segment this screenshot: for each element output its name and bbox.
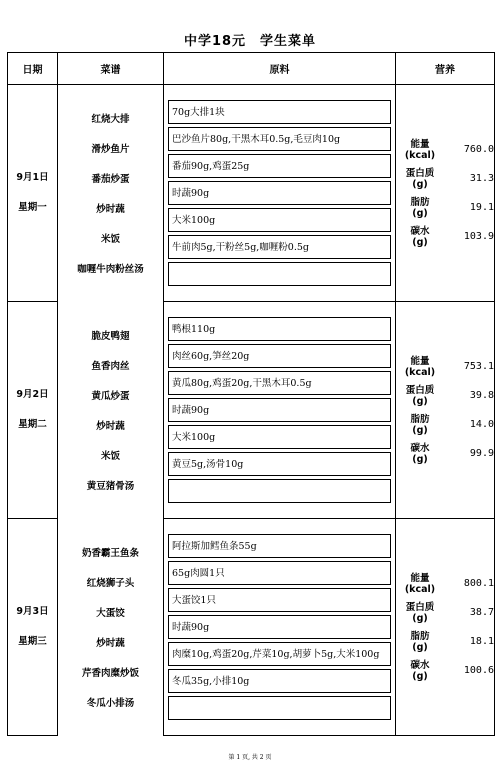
ingredient-box	[168, 371, 391, 395]
ingredient-box	[168, 534, 391, 558]
ingredient-box	[168, 398, 391, 422]
dish-name: 大蛋饺	[96, 607, 125, 619]
nutrition-value: 14.0	[469, 419, 494, 430]
day-ingredients-cell	[164, 519, 396, 736]
ingredient-box	[168, 669, 391, 693]
nutrition-label-unit: (g)	[412, 453, 428, 465]
ingredient-box	[168, 154, 391, 178]
nutrition-label	[396, 414, 444, 436]
nutrition-label-name: 蛋白质	[405, 601, 435, 613]
ingredient-box	[168, 344, 391, 368]
nutrition-label	[396, 356, 444, 378]
nutrition-label-name: 蛋白质	[405, 384, 435, 396]
nutrition-value: 99.9	[469, 448, 494, 459]
header-row	[8, 53, 495, 85]
nutrition-value: 800.1	[463, 578, 494, 589]
nutrition-label-unit: (kcal)	[404, 366, 436, 378]
nutrition-value: 19.1	[469, 202, 494, 213]
ingredient-text: 时蔬90g	[172, 404, 210, 416]
nutrition-label-name: 能量	[410, 572, 430, 584]
nutrition-row	[396, 193, 494, 222]
dish-name: 滑炒鱼片	[91, 143, 130, 155]
ingredient-box	[168, 262, 391, 286]
day-nutrition-cell	[396, 302, 495, 519]
ingredient-text: 番茄90g,鸡蛋25g	[172, 160, 250, 172]
nutrition-label-unit: (g)	[412, 236, 428, 248]
header-dish: 菜谱	[58, 53, 164, 85]
nutrition-label-unit: (g)	[412, 612, 428, 624]
nutrition-label-unit: (kcal)	[404, 149, 436, 161]
nutrition-label-unit: (g)	[412, 207, 428, 219]
day-nutrition-cell	[396, 519, 495, 736]
ingredient-text: 肉糜10g,鸡蛋20g,芹菜10g,胡萝卜5g,大米100g	[172, 648, 380, 660]
nutrition-label-unit: (g)	[412, 178, 428, 190]
nutrition-label-name: 碳水	[410, 225, 430, 237]
nutrition-value: 753.1	[463, 361, 494, 372]
nutrition-value: 103.9	[463, 231, 494, 242]
nutrition-value: 760.0	[463, 144, 494, 155]
day-row	[8, 302, 495, 519]
ingredient-box	[168, 127, 391, 151]
ingredient-box	[168, 561, 391, 585]
dish-name: 黄瓜炒蛋	[91, 390, 130, 402]
title-part1: 中学18元	[183, 34, 247, 49]
page-title	[0, 30, 500, 49]
ingredient-text: 大蛋饺1只	[172, 594, 217, 606]
dish-name: 番茄炒蛋	[91, 173, 130, 185]
nutrition-value: 100.6	[463, 665, 494, 676]
dish-name: 冬瓜小排汤	[86, 697, 135, 709]
ingredient-text: 冬瓜35g,小排10g	[172, 675, 250, 687]
dish-name: 芹香肉糜炒饭	[81, 667, 139, 679]
dish-name: 脆皮鸭翅	[91, 330, 130, 342]
day-weekday: 星期三	[18, 636, 47, 647]
header-date: 日期	[8, 53, 58, 85]
day-weekday: 星期二	[18, 419, 47, 430]
nutrition-label	[396, 226, 444, 248]
day-date-cell	[8, 519, 58, 736]
nutrition-label	[396, 139, 444, 161]
nutrition-label-unit: (g)	[412, 670, 428, 682]
day-row	[8, 519, 495, 736]
ingredient-text: 大米100g	[172, 214, 216, 226]
nutrition-label-name: 碳水	[410, 442, 430, 454]
dish-name: 黄豆猪骨汤	[86, 480, 135, 492]
nutrition-label-name: 脂肪	[410, 630, 430, 642]
dish-name: 米饭	[100, 233, 120, 245]
nutrition-value: 38.7	[469, 607, 494, 618]
ingredient-box	[168, 696, 391, 720]
dish-name: 奶香霸王鱼条	[81, 547, 139, 559]
nutrition-value: 39.8	[469, 390, 494, 401]
dish-name: 鱼香肉丝	[91, 360, 130, 372]
ingredient-text: 大米100g	[172, 431, 216, 443]
nutrition-row	[396, 352, 494, 381]
nutrition-row	[396, 439, 494, 468]
nutrition-label-name: 脂肪	[410, 413, 430, 425]
day-row	[8, 85, 495, 302]
day-ingredients-cell	[164, 302, 396, 519]
ingredient-text: 时蔬90g	[172, 187, 210, 199]
ingredient-text: 阿拉斯加鳕鱼条55g	[172, 540, 257, 552]
ingredient-text: 黄瓜80g,鸡蛋20g,干黑木耳0.5g	[172, 377, 312, 389]
ingredient-text: 鸭根110g	[172, 323, 216, 335]
nutrition-label	[396, 631, 444, 653]
nutrition-label-unit: (g)	[412, 424, 428, 436]
ingredient-text: 巴沙鱼片80g,干黑木耳0.5g,毛豆肉10g	[172, 133, 341, 145]
ingredient-box	[168, 100, 391, 124]
header-ingredients: 原料	[164, 53, 396, 85]
ingredient-box	[168, 317, 391, 341]
nutrition-label	[396, 602, 444, 624]
nutrition-row	[396, 381, 494, 410]
header-nutrition: 营养	[396, 53, 495, 85]
ingredient-text: 70g大排1块	[172, 106, 225, 118]
menu-table	[7, 52, 495, 736]
nutrition-label-name: 脂肪	[410, 196, 430, 208]
day-weekday: 星期一	[18, 202, 47, 213]
dish-name: 红烧狮子头	[86, 577, 135, 589]
nutrition-label	[396, 573, 444, 595]
nutrition-row	[396, 135, 494, 164]
dish-name: 咖喱牛肉粉丝汤	[77, 263, 144, 275]
dish-name: 米饭	[100, 450, 120, 462]
ingredient-box	[168, 208, 391, 232]
nutrition-label	[396, 660, 444, 682]
dish-name: 红烧大排	[91, 113, 130, 125]
nutrition-label-name: 蛋白质	[405, 167, 435, 179]
nutrition-row	[396, 222, 494, 251]
nutrition-label-name: 碳水	[410, 659, 430, 671]
ingredient-text: 黄豆5g,汤骨10g	[172, 458, 244, 470]
day-nutrition-cell	[396, 85, 495, 302]
ingredient-box	[168, 479, 391, 503]
day-date-cell	[8, 302, 58, 519]
nutrition-label-unit: (g)	[412, 395, 428, 407]
nutrition-row	[396, 569, 494, 598]
nutrition-label-name: 能量	[410, 355, 430, 367]
ingredient-box	[168, 181, 391, 205]
ingredient-box	[168, 235, 391, 259]
nutrition-label	[396, 443, 444, 465]
nutrition-row	[396, 656, 494, 685]
day-date-cell	[8, 85, 58, 302]
nutrition-row	[396, 627, 494, 656]
ingredient-text: 肉丝60g,笋丝20g	[172, 350, 250, 362]
dish-name: 炒时蔬	[96, 420, 125, 432]
ingredient-text: 时蔬90g	[172, 621, 210, 633]
ingredient-box	[168, 642, 391, 666]
day-dishes-cell	[58, 519, 164, 736]
nutrition-label-unit: (kcal)	[404, 583, 436, 595]
day-ingredients-cell	[164, 85, 396, 302]
nutrition-label-name: 能量	[410, 138, 430, 150]
ingredient-box	[168, 615, 391, 639]
ingredient-text: 牛前肉5g,干粉丝5g,咖喱粉0.5g	[172, 241, 309, 253]
dish-name: 炒时蔬	[96, 203, 125, 215]
title-part2: 学生菜单	[260, 34, 317, 49]
day-dishes-cell	[58, 302, 164, 519]
nutrition-row	[396, 164, 494, 193]
ingredient-text: 65g肉圆1只	[172, 567, 225, 579]
nutrition-row	[396, 410, 494, 439]
nutrition-label	[396, 197, 444, 219]
dish-name: 炒时蔬	[96, 637, 125, 649]
day-date: 9月2日	[16, 389, 49, 400]
page-footer: 第 1 页, 共 2 页	[228, 754, 272, 761]
nutrition-label	[396, 168, 444, 190]
nutrition-label-unit: (g)	[412, 641, 428, 653]
nutrition-value: 31.3	[469, 173, 494, 184]
day-date: 9月3日	[16, 606, 49, 617]
ingredient-box	[168, 452, 391, 476]
day-date: 9月1日	[16, 172, 49, 183]
nutrition-row	[396, 598, 494, 627]
day-dishes-cell	[58, 85, 164, 302]
nutrition-value: 18.1	[469, 636, 494, 647]
nutrition-label	[396, 385, 444, 407]
ingredient-box	[168, 425, 391, 449]
ingredient-box	[168, 588, 391, 612]
